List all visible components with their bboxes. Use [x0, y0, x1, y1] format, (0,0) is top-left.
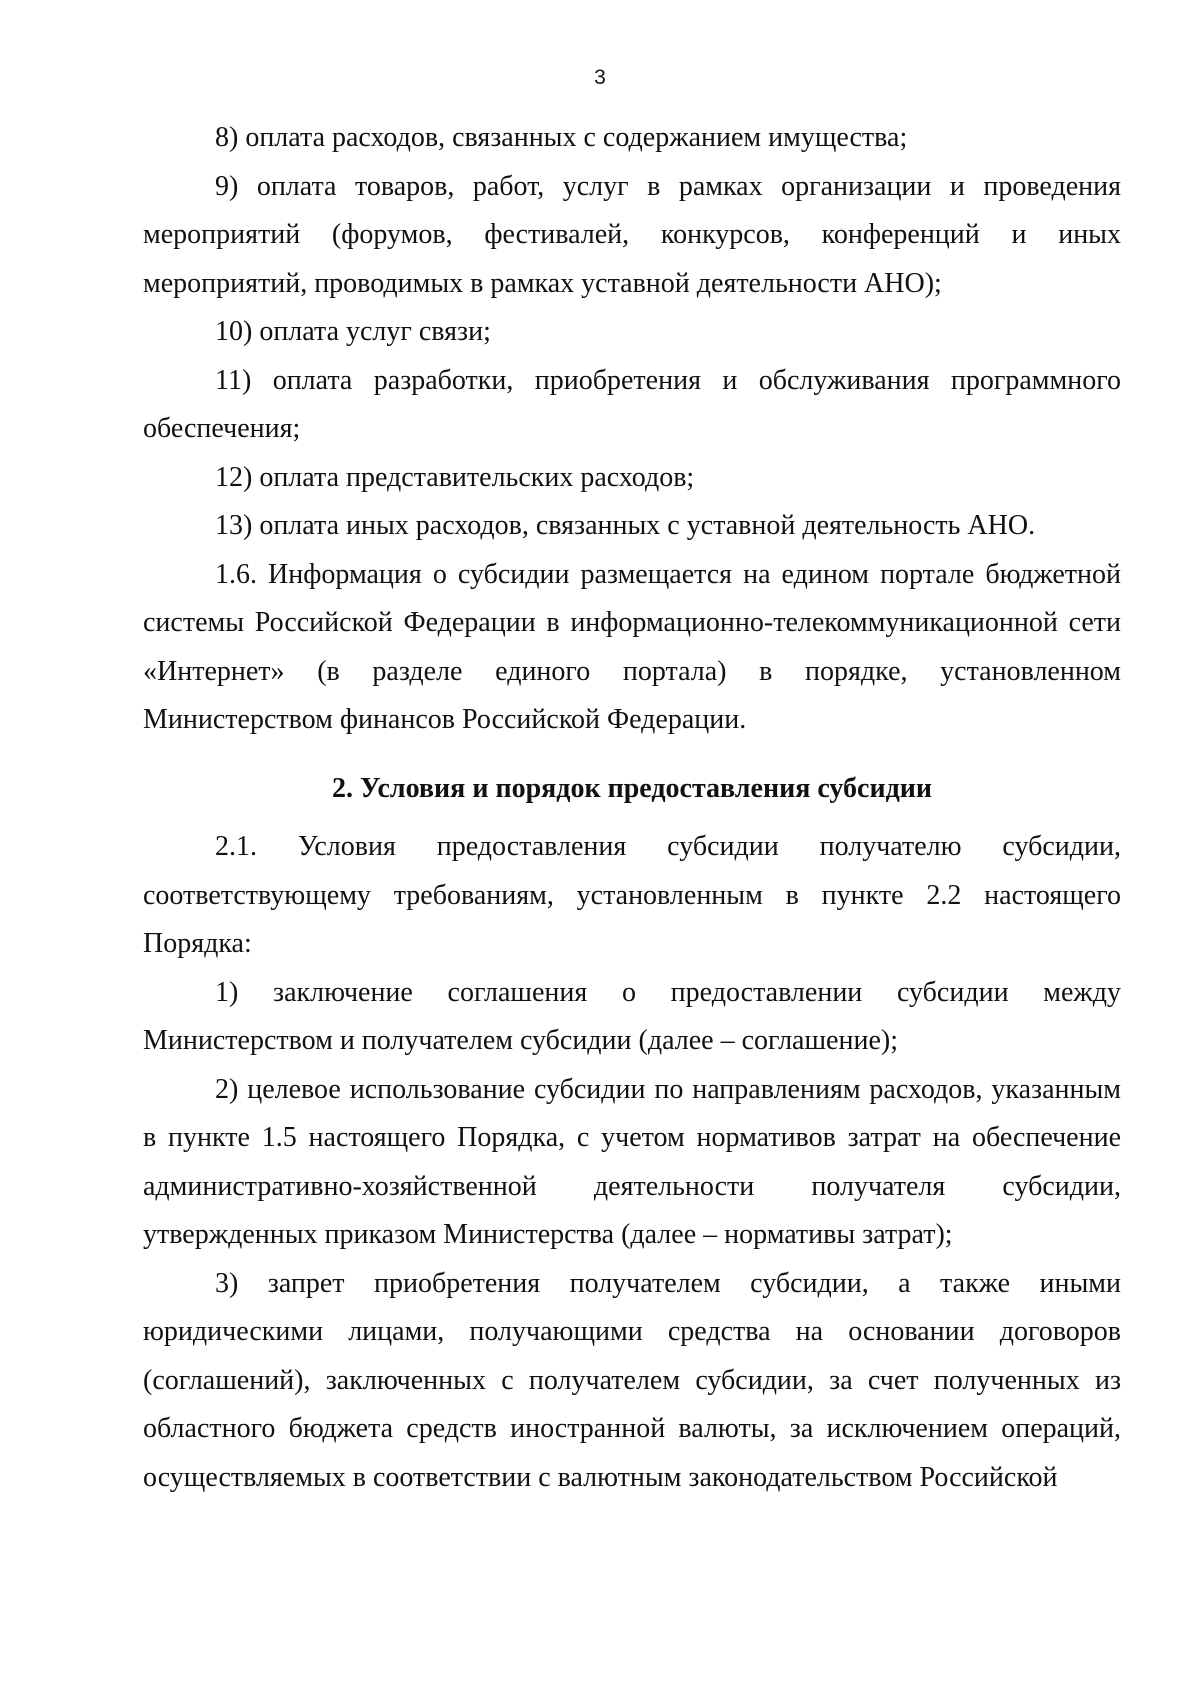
document-body	[143, 114, 1121, 1502]
paragraph-item-13: 13) оплата иных расходов, связанных с уставной деятельность АНО.	[215, 510, 1036, 541]
paragraph-condition-3: 3) запрет приобретения получателем субсидии, а также иными юридическими лицами, получающими средства на основании договоров (соглашений), заключенных с получателем субсидии, за счет полученных из областного бюджета средств иностранной валюты, за исключением операций, осуществляемых в соответствии с валютным законодательством Российской	[143, 1267, 1121, 1493]
paragraph-condition-2: 2) целевое использование субсидии по направлениям расходов, указанным в пункте 1.5 настоящего Порядка, с учетом нормативов затрат на обеспечение административно-хозяйственной деятельности получателя субсидии, утвержденных приказом Министерства (далее – нормативы затрат);	[143, 1073, 1121, 1250]
page-number: 3	[594, 66, 606, 89]
paragraph-item-10: 10) оплата услуг связи;	[215, 316, 491, 347]
paragraph-item-8: 8) оплата расходов, связанных с содержанием имущества;	[215, 122, 908, 153]
paragraph-item-12: 12) оплата представительских расходов;	[215, 461, 695, 493]
paragraph-condition-1: 1) заключение соглашения о предоставлении субсидии между Министерством и получателем субсидии (далее – соглашение);	[143, 976, 1121, 1056]
section-heading: 2. Условия и порядок предоставления субсидии	[331, 772, 933, 804]
paragraph-item-11: 11) оплата разработки, приобретения и обслуживания программного обеспечения;	[143, 364, 1121, 444]
paragraph-clause-2-1: 2.1. Условия предоставления субсидии получателю субсидии, соответствующему требованиям, установленным в пункте 2.2 настоящего Порядка:	[143, 831, 1121, 959]
paragraph-clause-1-6: 1.6. Информация о субсидии размещается на едином портале бюджетной системы Российской Федерации в информационно-телекоммуникационной сети «Интернет» (в разделе единого портала) в порядке, установленном Министерством финансов Российской Федерации.	[143, 558, 1121, 735]
paragraph-item-9: 9) оплата товаров, работ, услуг в рамках организации и проведения мероприятий (форумов, фестивалей, конкурсов, конференций и иных мероприятий, проводимых в рамках уставной деятельности АНО);	[143, 170, 1121, 299]
